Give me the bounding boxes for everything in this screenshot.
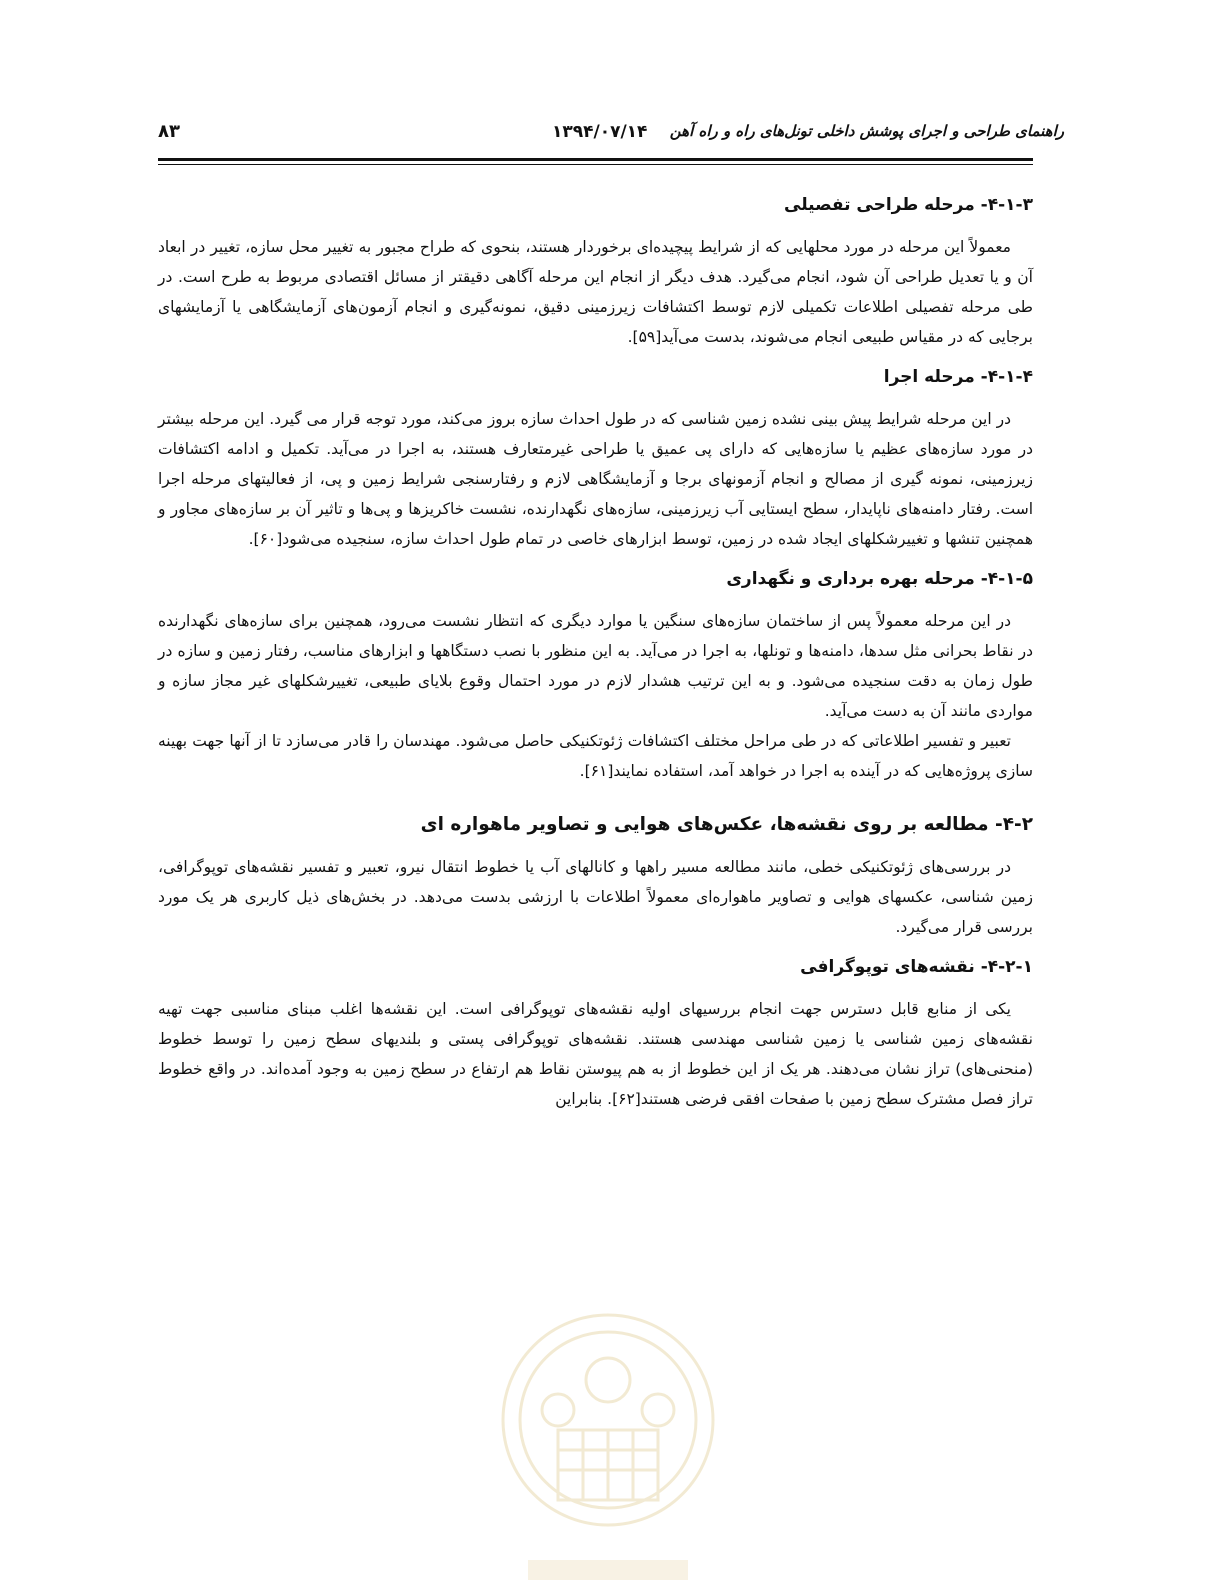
paragraph: یکی از منابع قابل دسترس جهت انجام بررسیهای اولیه نقشه‌های توپوگرافی است. این نقشه‌ها اغلب مبنای مناسبی جهت تهیه نقشه‌های زمین شناسی یا زمین شناسی مهندسی هستند. نقشه‌های توپوگرافی پستی و بلندیهای سطح زمین را توسط خطوط (منحنی‌های) تراز نشان می‌دهند. هر یک از این خطوط از به هم پیوستن نقاط هم ارتفاع در سطح زمین به وجود آمده‌اند. در واقع خطوط تراز فصل مشترک سطح زمین با صفحات افقی فرضی هستند[۶۲]. بنابراین — [158, 1000, 1033, 1108]
section-heading: ۴-۱-۴- مرحله اجرا — [883, 367, 1033, 387]
running-header-title: راهنمای طراحی و اجرای پوشش داخلی تونل‌های راه و راه آهن — [669, 122, 1064, 140]
body-content — [158, 180, 1033, 1126]
header-rule-thick — [158, 158, 1033, 161]
paragraph: معمولاً این مرحله در مورد محلهایی که از شرایط پیچیده‌ای برخوردار هستند، بنحوی که طراح مجبور به تغییر محل سازه، تغییر در ابعاد آن و یا تعدیل طراحی آن شود، انجام می‌گیرد. هدف دیگر از انجام این مرحله آگاهی دقیقتر از مسائل اقتصادی مربوط به طرح است. در طی مرحله تفصیلی اطلاعات تکمیلی لازم توسط اکتشافات زیرزمینی دقیق، نمونه‌گیری و انجام آزمون‌های آزمایشگاهی یا آزمایشهای برجایی که در مقیاس طبیعی انجام می‌شوند، بدست می‌آید[۵۹]. — [158, 238, 1033, 346]
paragraph: تعبیر و تفسیر اطلاعاتی که در طی مراحل مختلف اکتشافات ژئوتکنیکی حاصل می‌شود. مهندسان را قادر می‌سازد تا از آنها جهت بهینه سازی پروژه‌هایی که در آینده به اجرا در خواهد آمد، استفاده نمایند[۶۱]. — [158, 732, 1033, 780]
header-date: ۱۳۹۴/۰۷/۱۴ — [552, 122, 648, 142]
paragraph: در این مرحله معمولاً پس از ساختمان سازه‌های سنگین یا موارد دیگری که انتظار نشست می‌رود، همچنین برای سازه‌های نگهدارنده در نقاط بحرانی مثل سدها، دامنه‌ها و تونلها، به اجرا در می‌آید. به این منظور با نصب دستگاهها و ابزارهای مناسب، رفتار زمین و سازه در طول زمان به دقت سنجیده می‌شود. و به این ترتیب هشدار لازم در مورد احتمال وقوع بلایای طبیعی، تغییرشکلهای غیر مجاز سازه و مواردی مانند آن به دست می‌آید. — [158, 612, 1033, 720]
section-heading: ۴-۱-۵- مرحله بهره برداری و نگهداری — [726, 569, 1033, 589]
section-heading: ۴-۲-۱- نقشه‌های توپوگرافی — [800, 957, 1033, 977]
section-heading: ۴-۱-۳- مرحله طراحی تفصیلی — [784, 195, 1033, 215]
paragraph: در این مرحله شرایط پیش بینی نشده زمین شناسی که در طول احداث سازه بروز می‌کند، مورد توجه قرار می گیرد. این مرحله بیشتر در مورد سازه‌های عظیم یا سازه‌هایی که دارای پی عمیق یا طراحی غیرمتعارف هستند، به اجرا در می‌آید. تکمیل و ادامه اکتشافات زیرزمینی، نمونه گیری از مصالح و انجام آزمونهای برجا و آزمایشگاهی لازم و رفتارسنجی شرایط زمین و پی، از فعالیتهای مرحله اجرا است. رفتار دامنه‌های ناپایدار، سطح ایستایی آب زیرزمینی، سازه‌های نگهدارنده، نشست خاکریزها و پی‌ها و تاثیر آن بر سازه‌های مجاور و همچنین تنشها و تغییرشکلهای ایجاد شده در زمین، توسط ابزارهای خاصی در تمام طول احداث سازه، سنجیده می‌شود[۶۰]. — [158, 410, 1033, 548]
header-rule-thin — [158, 164, 1033, 165]
seal-watermark-icon — [488, 1300, 728, 1590]
section-heading: ۴-۲- مطالعه بر روی نقشه‌ها، عکس‌های هوایی و تصاویر ماهواره ای — [420, 814, 1033, 835]
page-number: ۸۳ — [158, 121, 180, 142]
paragraph: در بررسی‌های ژئوتکنیکی خطی، مانند مطالعه مسیر راهها و کانالهای آب یا خطوط انتقال نیرو، تعبیر و تفسیر نقشه‌های توپوگرافی، زمین شناسی، عکسهای هوایی و تصاویر ماهواره‌ای معمولاً اطلاعات با ارزشی بدست می‌دهد. در بخش‌های ذیل کاربری هر یک مورد بررسی قرار می‌گیرد. — [158, 858, 1033, 936]
